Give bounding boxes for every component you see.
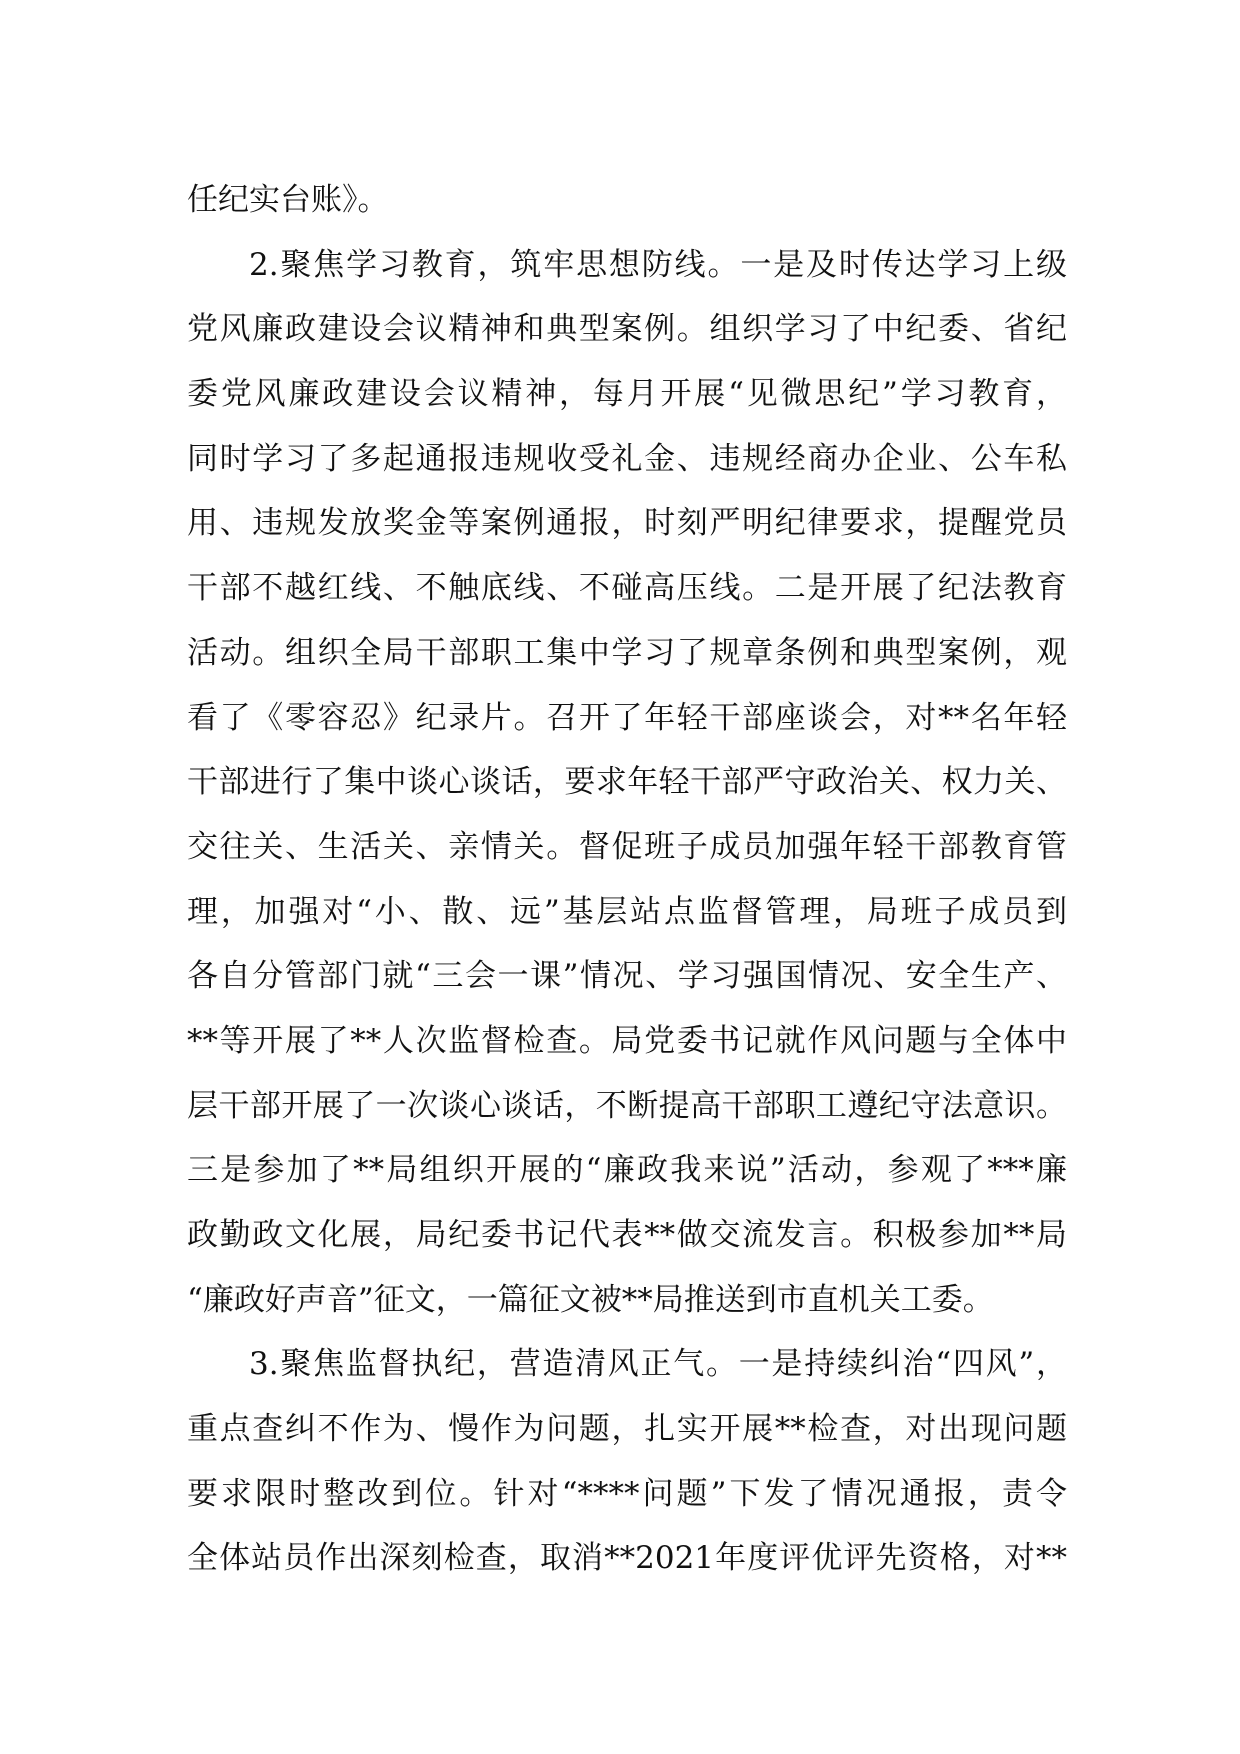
text-line: 政勤政文化展，局纪委书记代表**做交流发言。积极参加**局 [187,1217,1067,1253]
text-line: 看了《零容忍》纪录片。召开了年轻干部座谈会，对**名年轻 [187,699,1067,736]
text-line: 要求限时整改到位。针对“****问题”下发了情况通报，责令 [187,1475,1067,1512]
text-line: 理，加强对“小、散、远”基层站点监督管理，局班子成员到 [187,893,1067,930]
text-line: 任纪实台账》。 [187,182,389,218]
text-line: 同时学习了多起通报违规收受礼金、违规经商办企业、公车私 [187,440,1067,477]
text-line: 3.聚焦监督执纪，营造清风正气。一是持续纠治“四风”， [249,1346,1067,1383]
text-line: “廉政好声音”征文，一篇征文被**局推送到市直机关工委。 [187,1281,994,1318]
text-line: **等开展了**人次监督检查。局党委书记就作风问题与全体中 [187,1022,1067,1059]
text-line: 党风廉政建设会议精神和典型案例。组织学习了中纪委、省纪 [187,311,1067,348]
text-line: 层干部开展了一次谈心谈话，不断提高干部职工遵纪守法意识。 [187,1087,1067,1124]
text-line: 干部进行了集中谈心谈话，要求年轻干部严守政治关、权力关、 [187,764,1067,801]
text-line: 重点查纠不作为、慢作为问题，扎实开展**检查，对出现问题 [187,1411,1067,1448]
document-body [187,168,1067,1591]
text-line: 干部不越红线、不触底线、不碰高压线。二是开展了纪法教育 [187,570,1067,607]
text-line: 2.聚焦学习教育，筑牢思想防线。一是及时传达学习上级 [249,246,1067,283]
text-line: 各自分管部门就“三会一课”情况、学习强国情况、安全生产、 [187,958,1067,995]
text-line: 委党风廉政建设会议精神，每月开展“见微思纪”学习教育， [187,376,1067,413]
text-line: 活动。组织全局干部职工集中学习了规章条例和典型案例，观 [187,634,1067,671]
text-line: 用、违规发放奖金等案例通报，时刻严明纪律要求，提醒党员 [187,505,1067,542]
text-line: 三是参加了**局组织开展的“廉政我来说”活动，参观了***廉 [187,1152,1067,1189]
text-line: 全体站员作出深刻检查，取消**2021年度评优评先资格，对** [187,1540,1067,1577]
text-line: 交往关、生活关、亲情关。督促班子成员加强年轻干部教育管 [187,828,1067,865]
